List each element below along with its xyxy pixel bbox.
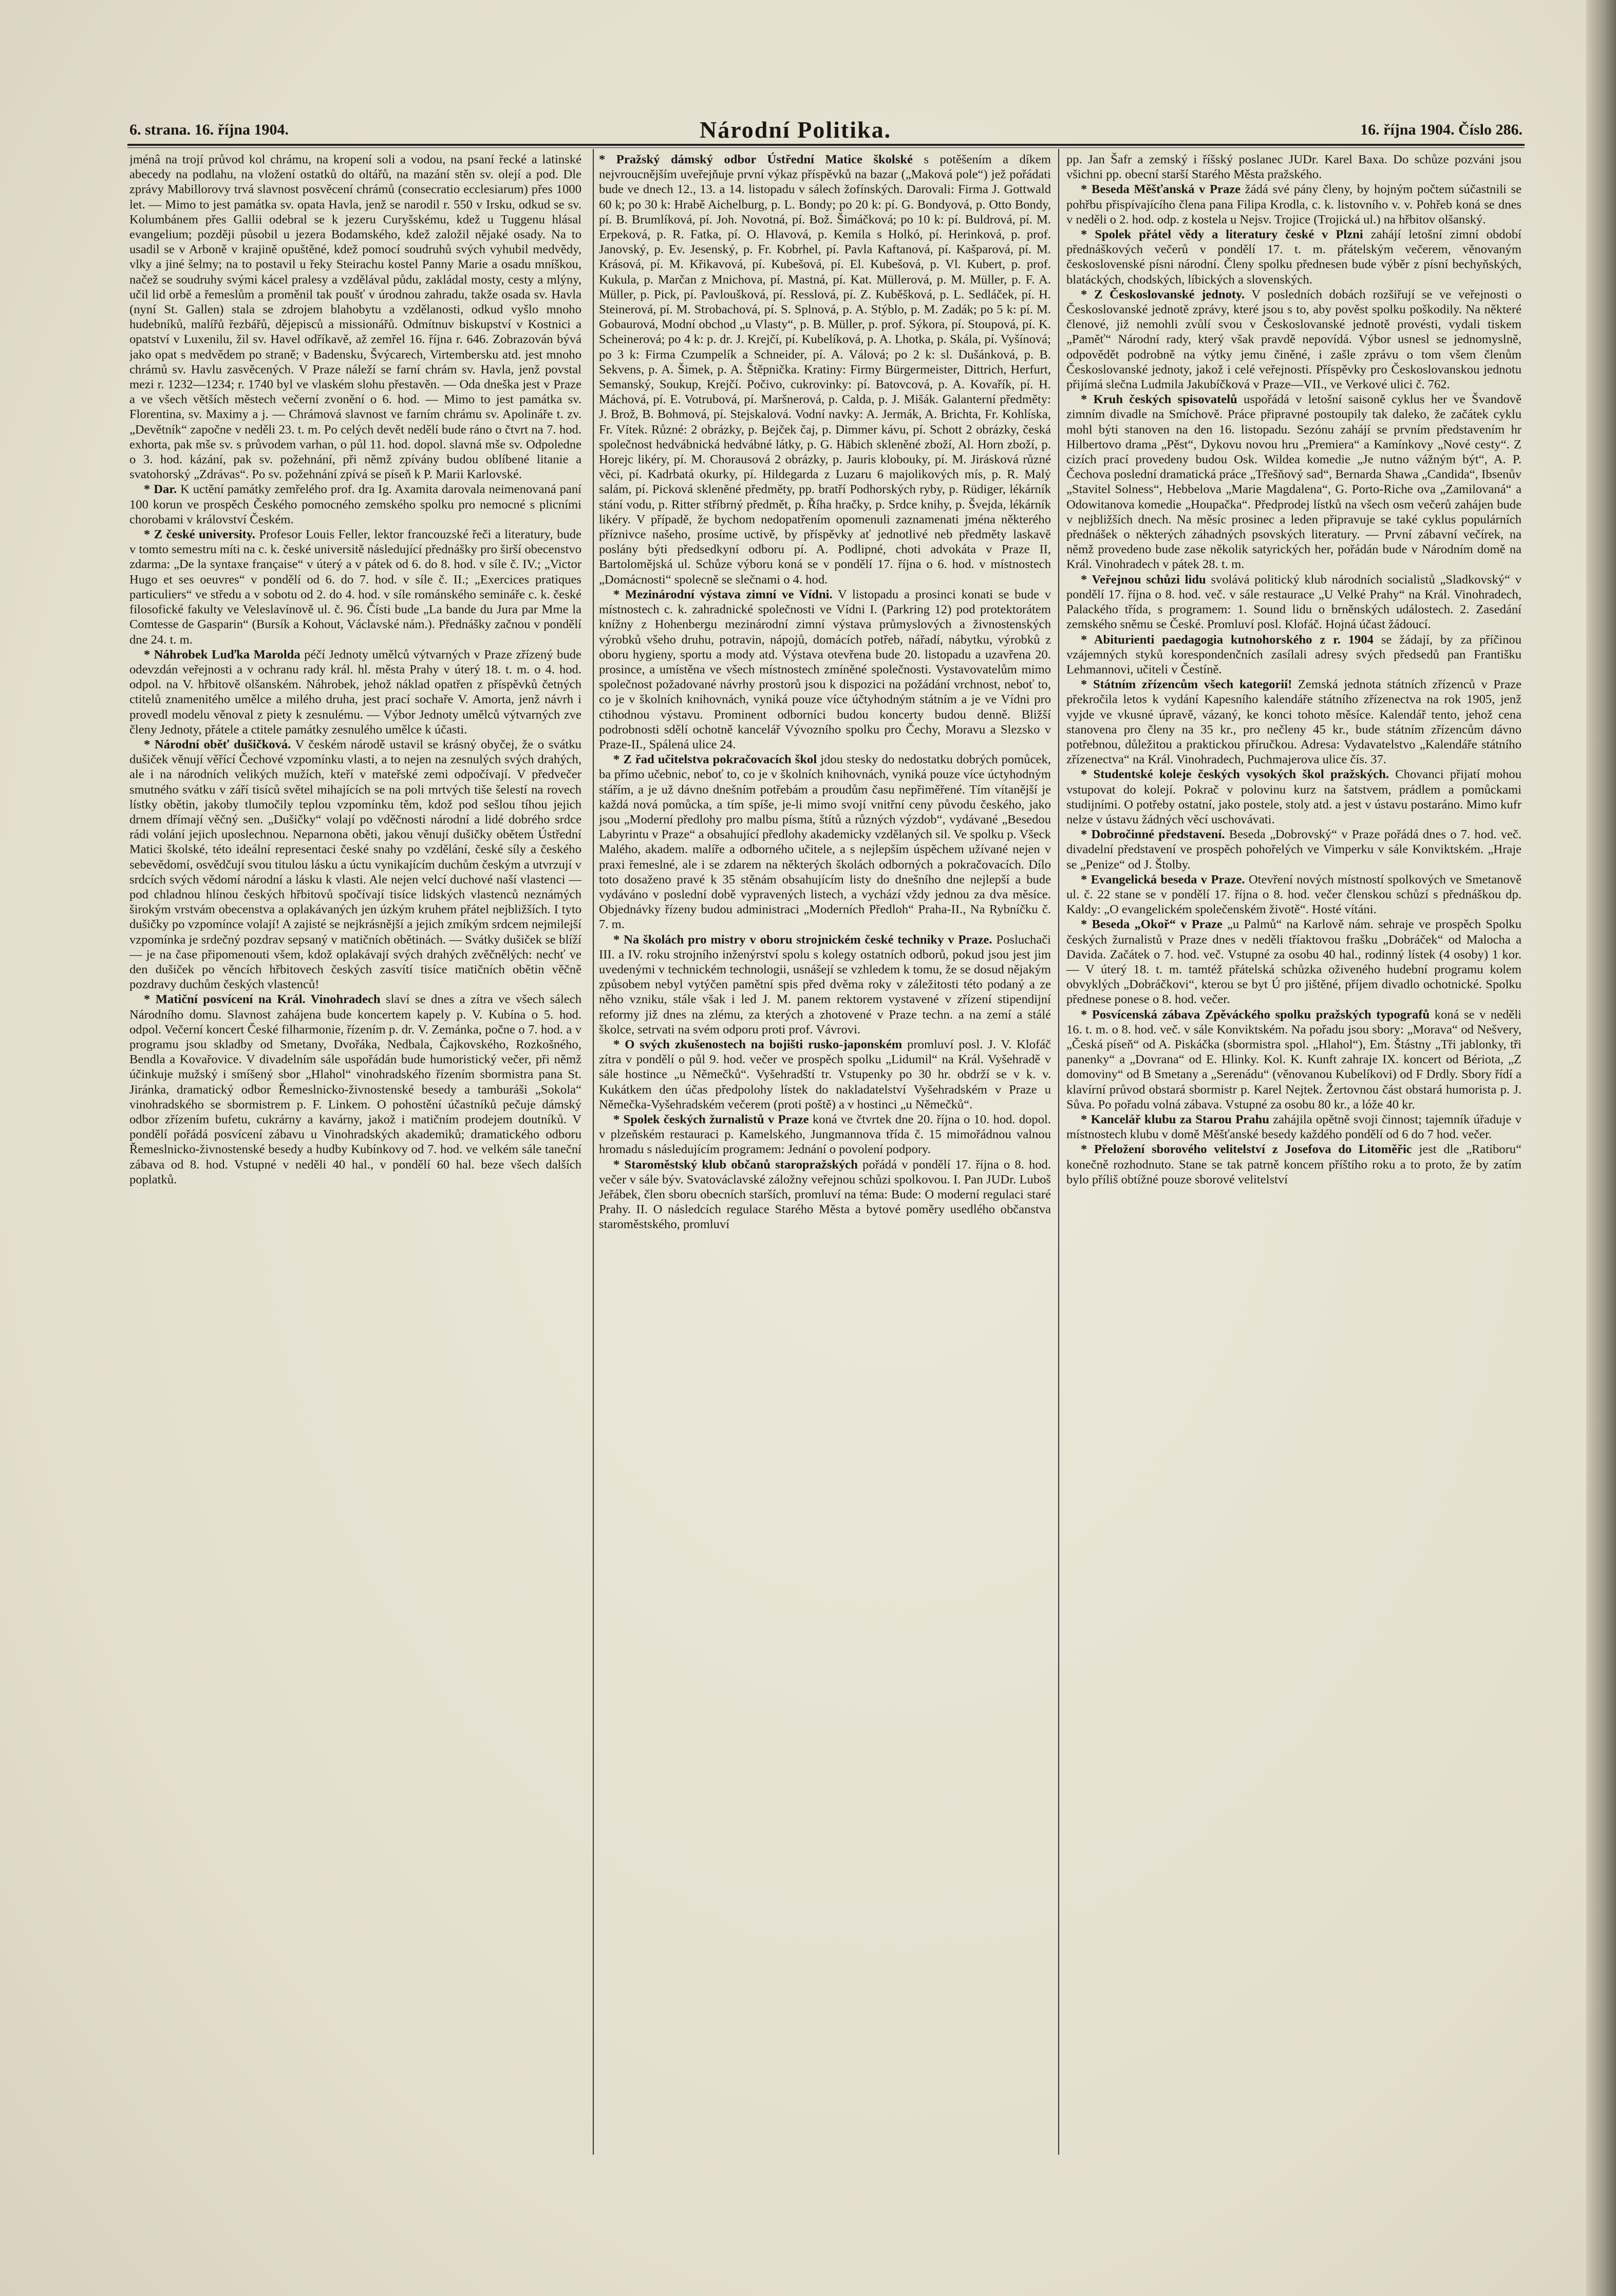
article-text: slaví se dnes a zítra ve všech sálech Národního domu. Slavnost zahájena bude koncertem kapely p. V. Kubína o 5. hod. odpol. Večerní koncert České filharmonie, řízením p. dr. V. Zemánka, počne o 7. hod. a v programu jsou skladby od Smetany, Dvořáka, Nedbala, Čajkovského, Rozkošného, Bendla a Kovařovice. V divadelním sále uspořádán bude humoristický večer, při němž účinkuje mužský i smíšený sbor „Hlahol“ vinohradského řízením sbormistra pana St. Jiránka, dramatický odbor Řemeslnicko-živnostenské besedy a tamburáši „Sokola“ vinohradského se sbormistrem p. F. Linkem. O pohostění účastníků pečuje dámský odbor zřízením bufetu, cukrárny a kavárny, jakož i matičním prodejem doutníků. V pondělí pořádá posvícení zábavu u Vinohradských akademiků; dramatického odboru Řemeslnicko-živnostenské besedy a hudby Kubínkovy od 7. hod. ve velkém sále taneční zábava od 8. hod. Vstupné v neděli 40 hal., v pondělí 60 hal. beze všech dalších poplatků. bbox=[129, 992, 581, 1187]
article-paragraph bbox=[599, 932, 1051, 1037]
column-separator bbox=[1058, 149, 1059, 2155]
article-paragraph bbox=[129, 152, 581, 482]
header-issue-number: 16. října 1904. Číslo 286. bbox=[1360, 121, 1523, 138]
article-headline: * Náhrobek Luďka Marolda bbox=[144, 647, 300, 662]
article-paragraph bbox=[1066, 182, 1521, 227]
article-text: zahájila opětně svoji činnost; tajemník úřaduje v místnostech klubu v domě Měšťanské besedy každého pondělí od 6 do 7 hod. večer. bbox=[1066, 1113, 1521, 1142]
article-text: pořádá v pondělí 17. října o 8. hod. večer v sále býv. Svatováclavské záložny veřejnou schůzi spolkovou. I. Pan JUDr. Luboš Jeřábek, člen sboru obecních starších, promluví na téma: Bude: O moderní regulaci staré Prahy. II. O následcích regulace Starého Města a bytové poměry usedlého občanstva staroměstského, promluví bbox=[599, 1157, 1051, 1232]
article-headline: * Pražský dámský odbor Ústřední Matice školské bbox=[599, 153, 913, 166]
article-text: se žádají, by za příčinou vzájemných styků korespondenčních zasílali adresy svých předsedů pan Františku Lehmannovi, učiteli v Čestíně. bbox=[1066, 632, 1521, 676]
article-headline: * Evangelická beseda v Praze. bbox=[1081, 872, 1245, 887]
article-headline: * Spolek přátel vědy a literatury české v Plzni bbox=[1081, 228, 1363, 242]
article-headline: * Matiční posvícení na Král. Vinohradech bbox=[144, 992, 381, 1007]
article-headline: * Abiturienti paedagogia kutnohorského z r. 1904 bbox=[1081, 632, 1374, 647]
article-headline: * Z české university. bbox=[144, 528, 255, 542]
article-text: koná se v neděli 16. t. m. o 8. hod. več. v sále Konviktském. Na pořadu jsou sbory: „Morava“ od Nešvery, „Česká píseň“ od A. Piskáčka (sbormistra spol. „Hlahol“), Em. Štástny „Tři jablonky, tři panenky“ a „Dovrana“ od E. Hlinky. Kol. K. Kunft zahraje IX. koncert od Bériota, „Z domoviny“ od B Smetany a „Serenádu“ (věnovanou Kubelíkovi) od F Drdly. Sbory řídí a klavírní průvod obstará sbormistr p. Karel Nejtek. Žertovnou část obstará humorista p. J. Sůva. Po pořadu volná zábava. Vstupné za osobu 80 kr., a lóže 40 kr. bbox=[1066, 1007, 1521, 1112]
article-headline: * Národní oběť dušičková. bbox=[144, 737, 291, 751]
article-paragraph bbox=[1066, 767, 1521, 827]
article-headline: * Na školách pro mistry v oboru strojnickém české techniky v Praze. bbox=[613, 932, 992, 947]
article-headline: * Státním zřízencům všech kategorií! bbox=[1081, 677, 1292, 692]
header-page-date: 6. strana. 16. října 1904. bbox=[129, 121, 289, 138]
column-separator bbox=[593, 149, 594, 2155]
header-rule-thin bbox=[127, 147, 1525, 148]
article-paragraph bbox=[129, 737, 581, 992]
article-paragraph bbox=[599, 752, 1051, 932]
article-text: svolává politický klub národních socialistů „Sladkovský“ v pondělí 17. října o 8. hod. več. v sále restaurace „U Velké Prahy“ na Král. Vinohradech, Palackého třída, s programem: 1. Sound lidu o brněnských událostech. 2. Zasedání zemského sněmu se České. Promluví posl. Klofáč. Hojná účast žádoucí. bbox=[1066, 572, 1521, 632]
article-paragraph bbox=[129, 992, 581, 1187]
article-paragraph bbox=[599, 587, 1051, 752]
article-text: Beseda „Dobrovský“ v Praze pořádá dnes o 7. hod. več. divadelní představení ve prospěch pohořelých ve Vimperku v sále Konviktském. „Hraje se „Penize“ od J. Štolby. bbox=[1066, 827, 1521, 872]
article-headline: * Posvícenská zábava Zpěváckého spolku pražských typografů bbox=[1081, 1007, 1430, 1022]
article-paragraph bbox=[1066, 1007, 1521, 1112]
article-text: koná ve čtvrtek dne 20. října o 10. hod. dopol. v plzeňském restauraci p. Kamelského, Jungmannova třída č. 15 mimořádnou valnou hromadu s následujícím programem: Jednání o povolení podpory. bbox=[599, 1113, 1051, 1157]
article-text: Zemská jednota státních zřízenců v Praze překročila letos k vydání Kapesního kalendáře státního zřízenectva na rok 1905, jenž vyjde ve vkusné úpravě, vázaný, ke konci tohoto měsíce. Kalendář tento, jehož cena stanovena pro členy na 35 kr., pro nečleny 45 kr., bude státním zřízencům dávno potřebnou, důležitou a praktickou příručkou. Adresa: Vydavatelstvo „Kalendáře státního zřízenectva“ na Král. Vinohradech, Puchmajerova ulice čís. 37. bbox=[1066, 677, 1521, 767]
article-text: uspořádá v letošní saisoně cyklus her ve Švandově zimním divadle na Smíchově. Práce připravné postoupily tak daleko, že začátek cyklu mohl býti stanoven na den 16. listopadu. Sezónu zahájí se prvním představením hr Hilbertovo drama „Pěst“, Dykovu novou hru „Premiera“ a Kamínkovy „Nové cesty“. Z cizích prací provedeny budou Osk. Wildea komedie „Je nutno vážným být“, A. P. Čechova poslední dramatická práce „Třešňový sad“, Bernarda Shawa „Candida“, Ibsenův „Stavitel Solness“, Hebbelova „Marie Magdalena“, G. Porto-Riche ova „Zamilovaná“ a Odowitanova komedie „Houpačka“. Předprodej lístků na všech osm večerů zahájen bude v nejbližších dnech. Na měsíc prosinec a leden připravuje se také cyklus populárních přednášek o některých záhadných psovských literatury. — První zábavní večírek, na němž provedeno bude zase několik satyrických her, pořádán bude v Národním domě na Král. Vinohradech v pátek 28. t. m. bbox=[1066, 392, 1521, 572]
article-headline: * Z Českoslovanské jednoty. bbox=[1081, 287, 1245, 302]
article-paragraph bbox=[1066, 677, 1521, 767]
column-3 bbox=[1066, 152, 1521, 2153]
article-text: „u Palmů“ na Karlově nám. sehraje ve prospěch Spolku českých žurnalistů v Praze dnes v neděli tříaktovou frašku „Dobráček“ od Malocha a Davida. Začátek o 7. hod. več. Vstupné za osobu 40 hal., rodinný lístek (4 osoby) 1 kor. — V úterý 18. t. m. tamtéž přátelská schůzka oživeného hudební programu kolem obvyklých „Dobráčkovi“, kterou se byt Ú pro jištěné, příjem divadlo ochotnické. Spolku přednese ponese o 8. hod. večer. bbox=[1066, 917, 1521, 1007]
article-paragraph bbox=[599, 152, 1051, 587]
article-headline: * O svých zkušenostech na bojišti rusko-japonském bbox=[613, 1037, 903, 1051]
article-paragraph bbox=[129, 527, 581, 647]
article-headline: * Studentské koleje českých vysokých škol pražských. bbox=[1081, 767, 1389, 782]
page-header bbox=[129, 116, 1523, 143]
article-paragraph bbox=[1066, 1112, 1521, 1142]
article-headline: * Veřejnou schůzi lidu bbox=[1081, 572, 1206, 587]
article-paragraph bbox=[1066, 392, 1521, 572]
article-text: jménâ na trojí průvod kol chrámu, na kropení soli a vodou, na psaní řecké a latinské abecedy na podlahu, na vložení ostatků do oltářů, na mazání stěn sv. olejí a pod. Dle zprávy Mabillorovy trvá slavnost posvěcení chrámů (consecratio ecclesiarum) přes 1000 let. — Mimo to jest památka sv. opata Havla, jenž se narodil r. 550 v Irsku, odkud se sv. Kolumbánem přes Gallii odebral se k jezeru Curyšskému, kdež u Tuggenu hlásal evangelium; později působil u jezera Bodamského, kdež založil nějaké osady. Na to usadil se v Arboně v krajině opuštěné, kdež pomocí soudruhů svých vyhubil medvědy, vlky a jiné šelmy; na to postavil u řeky Steirachu kostel Panny Marie a osadu mníškou, načež se soudruhy svými kácel pralesy a vzdělával půdu, zakládal mosty, cesty a mlýny, učil lid orbě a řemeslům a proměnil tak poušť v úrodnou zahradu, takže osada sv. Havla (nyní St. Gallen) stala se zdrojem blahobytu a vzdělanosti, odkud vyšlo mnoho hudebníků, malířů řezbářů, dějepisců a missionářů. Odmítnuv biskupství v Kostnici a opatství v Luxenilu, žil sv. Havel odříkavě, až zemřel 16. října r. 646. Zobrazován bývá jako opat s medvědem po straně; v Badensku, Švýcarech, Virtembersku atd. jest mnoho chrámů sv. Havlu zasvěcených. V Praze náleží se farní chrám sv. Havla, jenž povstal mezi r. 1232—1234; r. 1740 byl ve vlaském slohu přestavěn. — Oda dneška jest v Praze a ve všech větších městech večerní zvonění o 6. hod. — Mimo to jest památka sv. Florentina, sv. Maximy a j. — Chrámová slavnost ve farním chrámu sv. Apolináře t. zv. „Devětník“ započne v neděli 23. t. m. Po celých devět nedělí bude ráno o čtvrt na 7. hod. exhorta, pak mše sv. s průvodem varhan, o půl 11. hod. dopol. slavná mše sv. Odpoledne o 3. hod. kázání, pak sv. požehnání, při němž zpívány budou oblíbené litanie a svatohorský „Zdrávas“. Po sv. požehnání zpívá se píseň k P. Marii Karlovské. bbox=[129, 153, 581, 482]
article-headline: * Z řad učitelstva pokračovacích škol bbox=[613, 752, 817, 767]
article-text: s potěšením a díkem nejvroucnějším uveřejňuje první výkaz příspěvků na bazar („Maková pole“) jež pořádati bude ve dnech 12., 13. a 14. listopadu v sálech žofínských. Darovali: Firma J. Gottwald 60 k; po 30 k: Hrabě Aichelburg, p. L. Bondy; po 20 k: pí. G. Bondyová, p. Otto Bondy, pí. B. Brumlíková, pí. Joh. Novotná, pí. Bož. Šimáčková; po 10 k: pí. Buldrová, pí. M. Erpeková, p. R. Fatka, pí. O. Hlavová, p. Kemila s Holkó, pí. Herinková, p. prof. Janovský, p. Ev. Jesenský, p. Fr. Kobrhel, pí. Pavla Kaftanová, pí. Kašparová, pí. M. Krásová, pí. M. Křikavová, pí. Kubešová, pí. El. Kubešová, p. Vl. Kubert, p. prof. Kukula, p. Marčan z Mnichova, pí. Mastná, pí. Kat. Müllerová, p. M. Müller, p. F. A. Müller, p. Pick, pí. Pavloušková, pí. Resslová, pí. Z. Kuběšková, p. L. Sedláček, pí. H. Steinerová, pí. M. Strobachová, pí. S. Splnová, p. A. Stýblo, p. M. Zadák; po 5 k: pí. M. Gobaurová, Modní obchod „u Vlasty“, p. B. Müller, p. prof. Sýkora, pí. Stoupová, pí. K. Scheinerová; po 4 k: p. dr. J. Krejčí, pí. Kubelíková, p. A. Lhotka, p. Skála, pí. Vyšínová; po 3 k: Firma Czumpelík a Schneider, pí. A. Válová; po 2 k: sl. Dušánková, p. B. Sekvens, p. A. Šimek, p. A. Štěpnička. Kratiny: Firmy Bürgermeister, Dittrich, Herfurt, Semanský, Soukup, Krejčí. Počivo, cukrovinky: pí. Batovcová, p. A. Kovařík, pí. H. Máchová, pí. E. Votrubová, pí. Maršnerová, p. Calda, p. J. Mišák. Galanterní předměty: J. Brož, B. Bohmová, pí. Stejskalová. Vodní navky: A. Jermák, A. Brichta, Fr. Kohlíska, Fr. Vítek. Různé: 2 obrázky, p. Bejček čaj, p. Dimmer kávu, pí. Schott 2 obrázky, česká společnost hedvábnická hedvábné látky, p. G. Häbich skleněné zboží, Al. Horn zboží, p. Horejc likéry, pí. M. Chorausová 2 obrázky, p. Jauris klobouky, pí. M. Jirásková různé věci, pí. Kadrbatá okurky, pí. Hildegarda z Luzaru 6 majolikových mís, p. R. Malý salám, pí. Picková skleněné předměty, pp. bratří Podhorských ryby, p. Rüdiger, lékárník stání vodu, p. Ritter stříbrný předmět, p. Říha hračky, p. Srdce knihy, p. Švejda, lékárník likéry. V případě, že bychom nedopatřením opomenuli zaznamenati jména některého příznivce našeho, prosíme uctivě, by příspěvky ať jednotlivé neb předměty laskavě poslány býti předsedkyní odboru pí. A. Podlipné, choti advokáta v Praze II, Bartolomějská ul. Schůze výboru koná se v pondělí 17. října o 6. hod. v místnostech „Domácnosti“ spolecně se slečnami o 4. hod. bbox=[599, 153, 1051, 587]
article-text: V listopadu a prosinci konati se bude v místnostech c. k. zahradnické společnosti ve Vídni I. (Parkring 12) pod protektorátem knížny z Hohenbergu mezinárodní zimní výstava průmyslových a živnostenských výrobků všeho druhu, potravin, nápojů, domácích potřeb, nářadí, nábytku, výrobků z oboru hygieny, sportu a mody atd. Výstava otevřena bude 20. listopadu a uzavřena 20. prosince, a umístěna ve všech místnostech zmíněné společnosti. Vystavovatelům mimo společnost požadované návrhy prostorů jsou k dispozici na požádání vrchnost, neboť to, co je v školních knihovnách, vyniká pouze více účtyhodným státním a je ve Vídni pro ctihodnou výstavu. Prominent odborníci budou koncerty budou denně. Bližší podrobnosti sdělí ochotně kancelář Vývozního spolku pro Čechy, Moravu a Slezsko v Praze-II., Spálená ulice 24. bbox=[599, 587, 1051, 751]
article-paragraph bbox=[599, 1157, 1051, 1232]
article-paragraph bbox=[1066, 572, 1521, 632]
article-paragraph bbox=[1066, 1142, 1521, 1187]
column-2 bbox=[599, 152, 1051, 2153]
article-paragraph bbox=[1066, 287, 1521, 392]
article-text: zahájí letošní zimní období přednáškových večerů v pondělí 17. t. m. přátelským večerem, věnovaným československé písni národní. Členy spolku přednesen bude výběr z písní bechyňských, blatáckých, chodských, líbických a slovenských. bbox=[1066, 228, 1521, 287]
article-text: promluví posl. J. V. Klofáč zítra v pondělí o půl 9. hod. večer ve prospěch spolku „Lidumil“ na Král. Vyšehradě v sále hostince „u Němečků“. Vyšehradští tr. Vstupenky po 30 hr. obdrží se v k. v. Kukátkem den účas předpolohy lístek do nakladatelství Vyšehradském v Praze u Němečka-Vyšehradském večerem (proti poště) a v hostinci „u Němečků“. bbox=[599, 1037, 1051, 1112]
article-headline: * Beseda Měšťanská v Praze bbox=[1081, 182, 1241, 197]
article-headline: * Spolek českých žurnalistů v Praze bbox=[613, 1113, 809, 1126]
article-paragraph bbox=[1066, 872, 1521, 917]
article-paragraph bbox=[1066, 152, 1521, 182]
column-1 bbox=[129, 152, 581, 2153]
article-paragraph bbox=[1066, 227, 1521, 287]
article-headline: * Dar. bbox=[144, 482, 177, 497]
article-text: V posledních dobách rozšiřují se ve veřejnosti o Českoslovanské jednotě zprávy, které jsou s to, aby pověst spolku poškodily. Na některé členové, již nemohli zvůlí svou v Českoslovanské jednotě provésti, vydali tiskem „Paměť“ Národní rady, který však pravdě nepovídá. Výbor usnesl se jednomyslně, odpovědět podrobně na výtky jemu činěné, i zašle zprávu o tom všem členům Českoslovanské jednoty, jakož i celé veřejnosti. Příspěvky pro Českoslovanskou jednotu přijímá slečna Ludmila Jakubíčková v Praze—VII., ve Verkové ulici č. 762. bbox=[1066, 287, 1521, 392]
newspaper-title: Národní Politika. bbox=[700, 117, 892, 143]
scan-edge bbox=[1586, 0, 1616, 2296]
article-paragraph bbox=[1066, 917, 1521, 1007]
article-text: Posluchači III. a IV. roku strojního inženýrství spolu s kolegy ostatních odborů, pokud jsou jest jim uvedenými v technickém technologii, usnášejí se vzhledem k tomu, že se dosud nějakým způsobem nebyl vytýčen pamětní spis před dvěma roky v záležitosti této podaný a ze něho vzniku, stále však i led J. M. panem rektorem vystavené v zřízení stipendijní reformy již dnes na zlému, za kterých a zhotovené v Praze techn. a na zemí a stálé školce, setrvati na svém odporu proti prof. Vávrovi. bbox=[599, 932, 1051, 1037]
article-text: pp. Jan Šafr a zemský i říšský poslanec JUDr. Karel Baxa. Do schůze pozváni jsou všichni pp. obecní starší Starého Města pražského. bbox=[1066, 153, 1521, 182]
article-text: žádá své pány členy, by hojným počtem súčastnili se pohřbu přispívajícího člena pana Filipa Krodla, c. k. listovního v. v. Pohřeb koná se dnes v neděli o 2. hod. odp. z kostela u Nejsv. Trojice (Trojická ul.) na hřbitov olšanský. bbox=[1066, 182, 1521, 227]
article-paragraph bbox=[599, 1037, 1051, 1112]
article-headline: * Kruh českých spisovatelů bbox=[1081, 392, 1237, 407]
article-text: Profesor Louis Feller, lektor francouzské řeči a literatury, bude v tomto semestru míti na c. k. české universitě následující přednášky pro širší obecenstvo zdarma: „De la syntaxe française“ v úterý a v pátek od 6. do 8. hod. v síle č. IV.; „Victor Hugo et ses oeuvres“ v pondělí od 6. do 7. hod. v síle č. II.; „Exercices pratiques particuliers“ ve středu a v sobotu od 2. do 4. hod. v síle románského semináře c. k. české filosofické fakulty ve Veleslavínově ul. č. 96. Čísti bude „La bande du Jura par Mme la Comtesse de Gasparin“ (Bursík a Kohout, Václavské nám.). Přednášky začnou v pondělí dne 24. t. m. bbox=[129, 528, 581, 647]
article-paragraph bbox=[129, 482, 581, 527]
article-headline: * Mezinárodní výstava zimní ve Vídni. bbox=[613, 587, 833, 601]
article-headline: * Dobročinné představení. bbox=[1081, 827, 1225, 842]
article-text: K uctění památky zemřelého prof. dra Ig. Axamita darovala neimenovaná paní 100 korun ve prospěch Českého pomocného zemského spolku pro nemocné s plicními chorobami v království Českém. bbox=[129, 482, 581, 526]
article-text: Chovanci přijatí mohou vstupovat do kolejí. Pokrač v polovinu kurz na šatstvem, prádlem a pomůckami studijními. O potřeby ostatní, jako postele, stoly atd. a jest v ústavu postaráno. Mimo kufr nelze v ústavu žádných věcí uschovávati. bbox=[1066, 767, 1521, 826]
article-paragraph bbox=[1066, 827, 1521, 872]
article-paragraph bbox=[129, 647, 581, 737]
article-paragraph bbox=[1066, 632, 1521, 677]
article-paragraph bbox=[599, 1112, 1051, 1157]
article-text: V českém národě ustavil se krásný obyčej, že o svátku dušiček věnují věřící Čechové vzpomínku vlasti, a to nejen na zesnulých svých drahých, ale i na národních velikých mužích, kteří v mateřské zemi odpočívají. V předvečer smutného svátku v září tisíců světel mihajících se na poli mrtvých tiše šelestí na rovech lístky obětin, jakoby tlumočily teplou vzpomínku těm, kdož pod sešlou tíhou jejich drnem dřímají věčný sen. „Dušičky“ volají po vděčnosti národní a lidé dobrého srdce rádi volání jejich uposlechnou. Neparnona oběti, jakou věnují dušičky obětem Ústřední Matici školské, této ideální representaci české snahy po vzdělání, české síly a českého sebevědomí, osvědčují svou titulou lásku a úctu vynikajícím duchům českým a utvrzují v srdcích svých vědomí národní a lásku k vlasti. Ale nejen velcí duchové naší vlastenci — pod chladnou hlínou českých hřbitovů spočívají tisíce lidských vlastenců neznámých širokým vrstvám obecenstva a oplakávaných jen úzkým kruhem přátel nejbližších. I tyto dušičky po vzpomínce volají! A zajisté se nejkrásnější a jejich zmíkým srdcem nejmilejší vzpomínka je srdečný pozdrav sepsaný v matičních obětinách. — Svátky dušiček se blíží — je na čase připomenouti všem, kdož oplakávají svých drahých zvěčnělých: nechť ve den dušiček po věncích hřbitovech českých zasvítí tisíce matičních obětin věčně pozdravy duchům českých vlastenců! bbox=[129, 737, 581, 992]
article-headline: * Kancelář klubu za Starou Prahu bbox=[1081, 1113, 1269, 1126]
article-headline: * Přeložení sborového velitelství z Josefova do Litoměřic bbox=[1081, 1142, 1412, 1157]
article-text: péčí Jednoty umělců výtvarných v Praze zřízený bude odevzdán veřejnosti a v ochranu rady král. hl. města Prahy v úterý 18. t. m. o 4. hod. odpol. na V. hřbitově olšanském. Náhrobek, jehož náklad opatřen z příspěvků četných ctitelů znamenitého umělce a milého druha, jest prací sochaře V. Amorta, jenž návrh i provedl modelu věnoval z piety k zesnulému. — Výbor Jednoty umělců výtvarných zve členy Jednoty, přátele a ctitele památky zesnulého umělce k účasti. bbox=[129, 647, 581, 737]
article-headline: * Staroměstský klub občanů staropražských bbox=[613, 1157, 858, 1172]
article-headline: * Beseda „Okoř“ v Praze bbox=[1081, 917, 1223, 932]
article-text: Otevření nových místností spolkových ve Smetanově ul. č. 22 stane se v pondělí 17. října o 8. hod. večer členskou schůzí s přednáškou dp. Kaldy: „O evangelickém společenském životě“. Hosté vítáni. bbox=[1066, 872, 1521, 917]
header-rule bbox=[127, 144, 1525, 146]
article-text: jest dle „Ratiboru“ konečně rozhodnuto. Stane se tak patrně koncem příštího roku a to proto, že by zatím bylo příliš obtížné pouze sborové velitelství bbox=[1066, 1142, 1521, 1187]
article-text: jdou stesky do nedostatku dobrých pomůcek, ba přímo učebnic, neboť to, co je v školních knihovnách, vyniká pouze více úctyhodným stářím, a je už dávno dnešním potřebám a proudům času nepřiměřené. Tím vítanější je každá nová pomůcka, a tím spíše, je-li mimo svojí vnitřní ceny původu českého, jako jsou „Moderní předlohy pro malbu písma, štítů a různých výzdob“, vydávané „Besedou Labyrintu v Praze“ a obsahující předlohy akademicky vzdělaných sil. Ve spolku p. Všeck Malého, akadem. malíře a odborného učitele, a s nejlepším úspěchem užívané nejen v praxi řemeslné, ale i se zdarem na některých školách odborných a pokračovacích. Dílo toto dosaženo pravé k 35 stěnám obsahujícím listy do dnešního dne nejlepší a bude vydáváno v poslední době vypravených listech, a vychází vždy jednou za dva měsíce. Objednávky řízeny budou administraci „Moderních Předloh“ Praha-II., Na Rybníčku č. 7. m. bbox=[599, 752, 1051, 932]
